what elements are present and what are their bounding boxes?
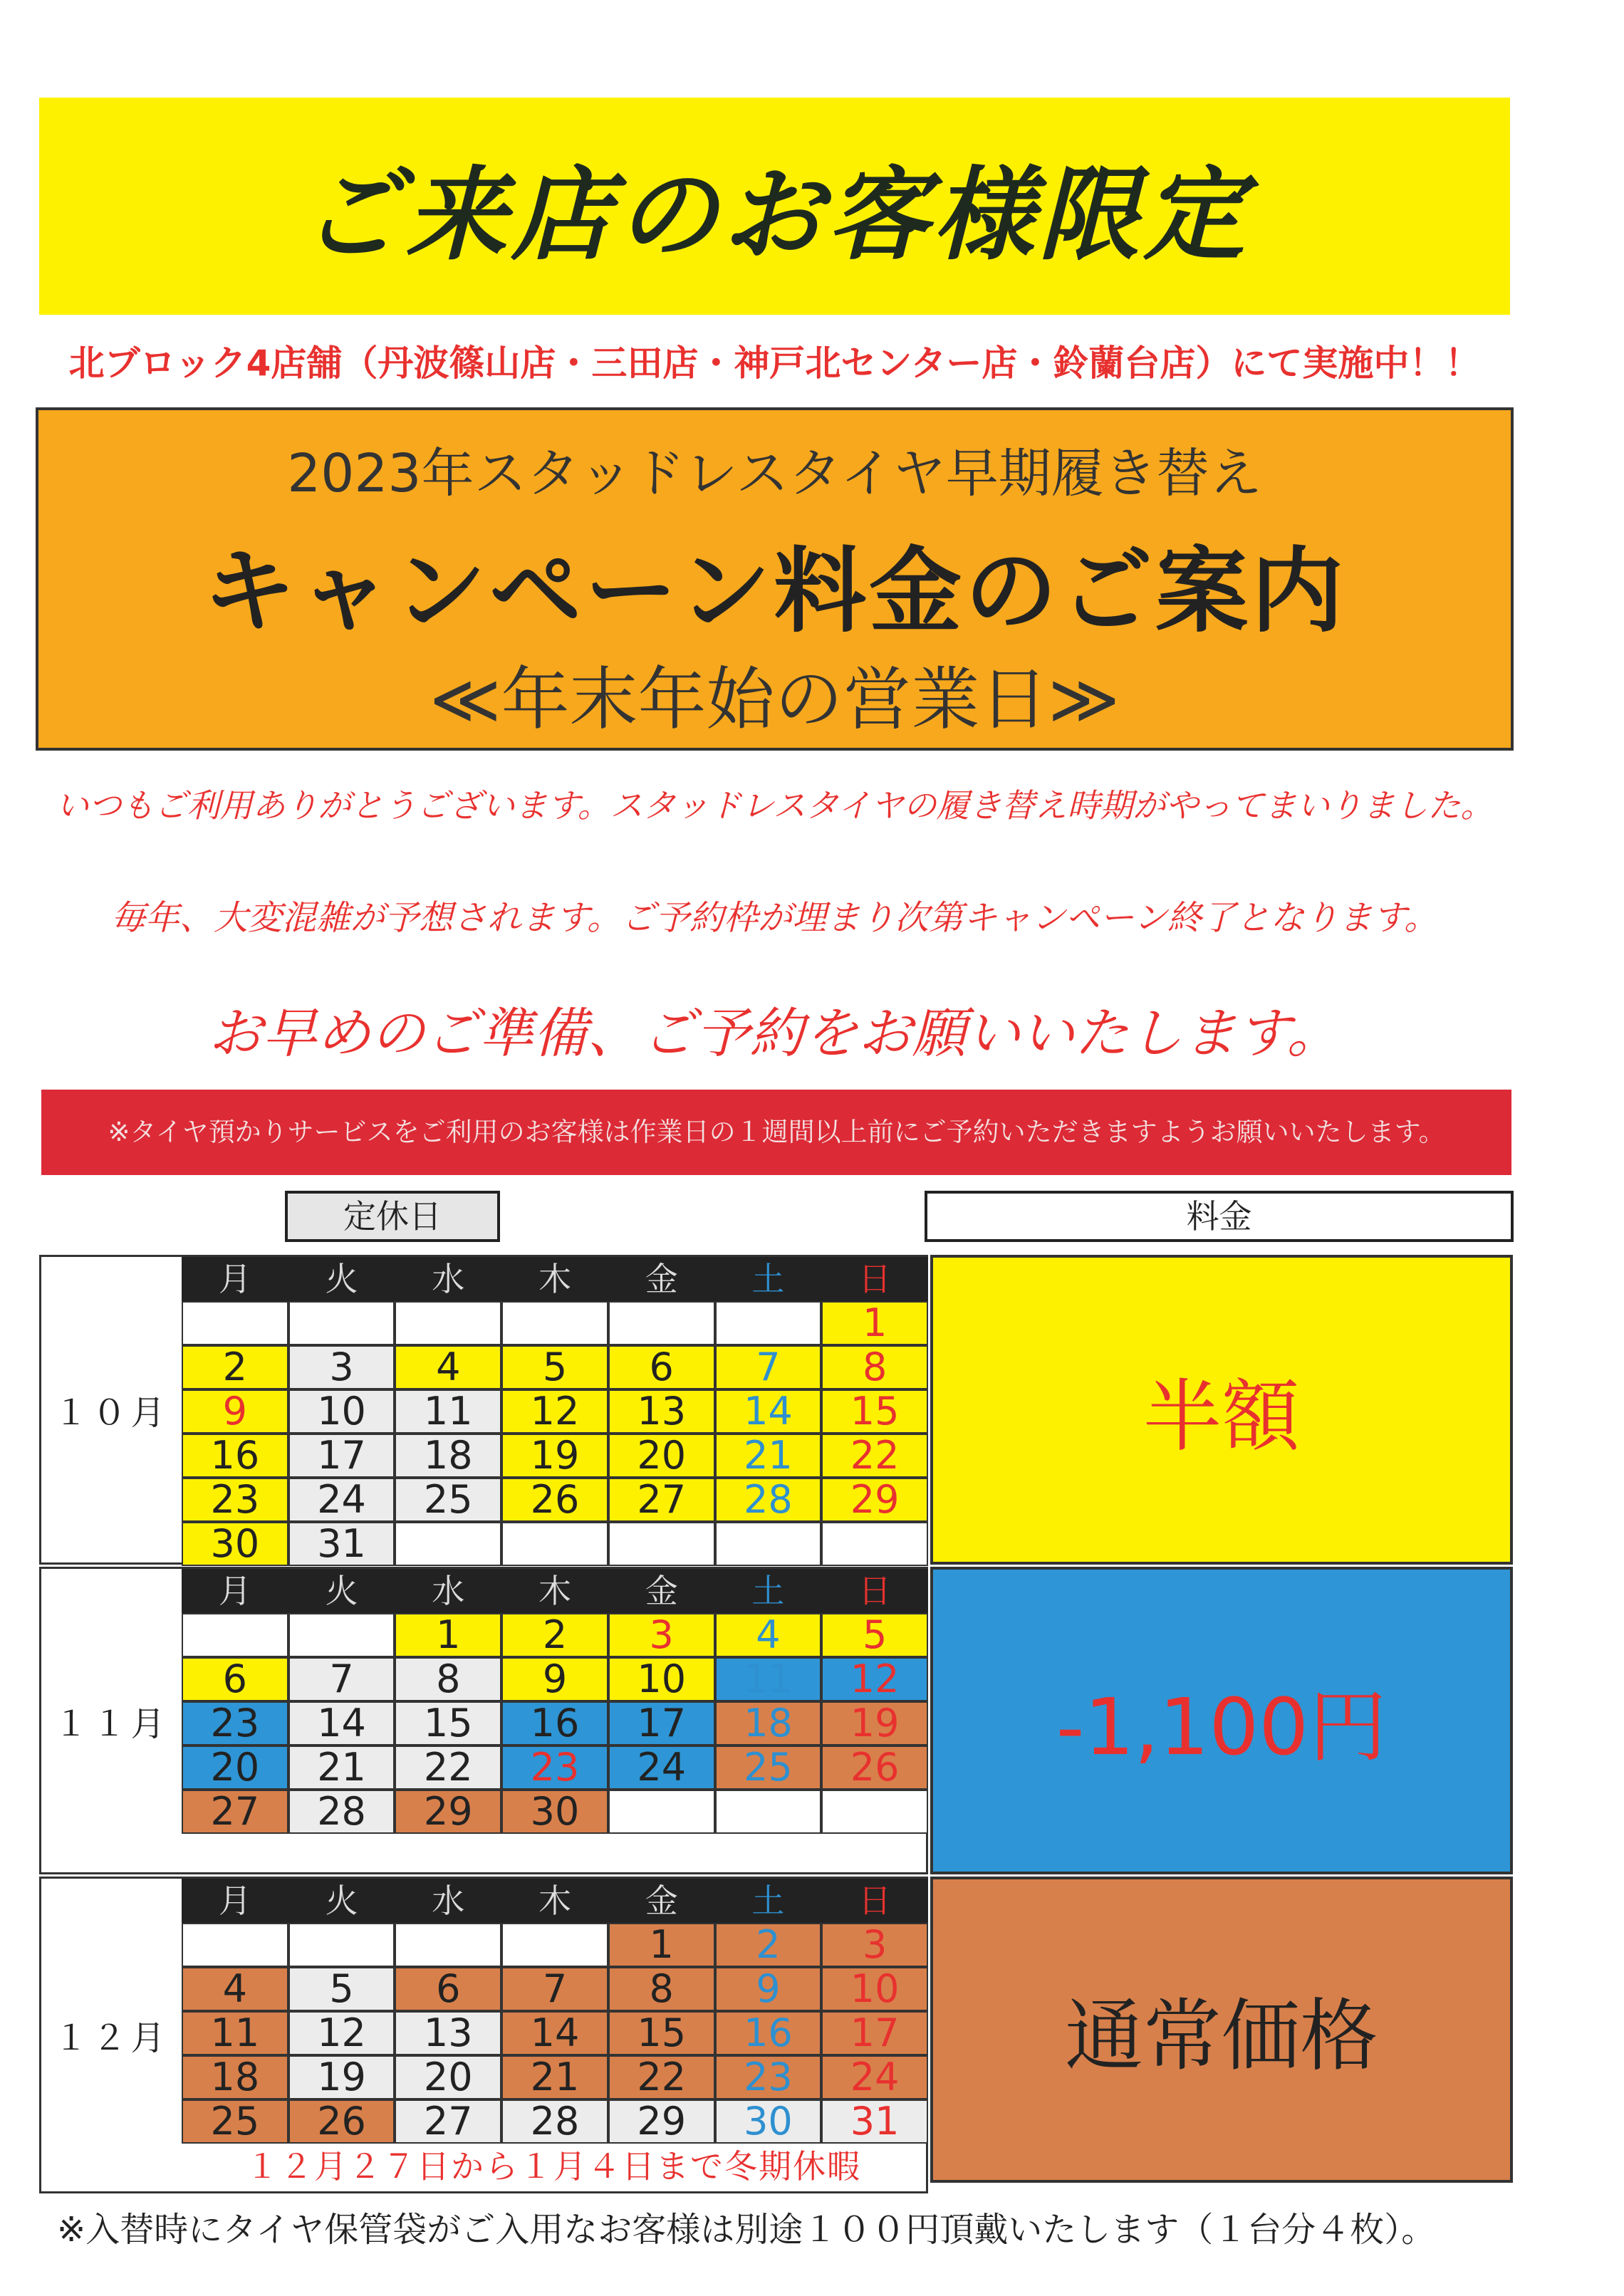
calendar-day: 10 <box>821 1967 928 2011</box>
month-name: １０月 <box>53 1393 170 1433</box>
calendar-day: 22 <box>395 1746 501 1790</box>
calendar-day: 2 <box>715 1923 822 1967</box>
calendar-day <box>395 1923 501 1967</box>
calendar-day: 14 <box>288 1701 395 1746</box>
calendar-day: 11 <box>395 1389 501 1434</box>
calendar-day: 23 <box>182 1478 288 1522</box>
calendar-day: 14 <box>501 2011 608 2055</box>
calendar-day: 5 <box>501 1345 608 1389</box>
calendar-day: 23 <box>501 1746 608 1790</box>
calendar-day: 3 <box>288 1345 395 1389</box>
calendar-day: 14 <box>715 1389 822 1434</box>
calendar-day: 25 <box>182 2099 288 2144</box>
campaign-caption: ≪年末年始の営業日≫ <box>430 659 1120 739</box>
calendar-grid <box>182 1879 928 2144</box>
calendar-day: 27 <box>182 1790 288 1834</box>
calendar-day: 9 <box>715 1967 822 2011</box>
footnote: ※入替時にタイヤ保管袋がご入用なお客様は別途１００円頂戴いたします（１台分４枚）。 <box>57 2210 1436 2250</box>
campaign-box <box>36 407 1514 751</box>
calendar-day: 24 <box>288 1478 395 1522</box>
calendar-day: 29 <box>395 1790 501 1834</box>
weekday-header: 日 <box>821 1257 928 1301</box>
calendar-day: 22 <box>608 2055 715 2099</box>
calendar-day: 6 <box>182 1657 288 1701</box>
calendar-day: 29 <box>608 2099 715 2144</box>
calendar-day: 7 <box>288 1657 395 1701</box>
closed-day-label: 定休日 <box>285 1191 500 1242</box>
storage-notice: ※タイヤ預かりサービスをご利用のお客様は作業日の１週間以上前にご予約いただきますようお願いいたします。 <box>41 1090 1511 1175</box>
calendar-day: 1 <box>821 1301 928 1345</box>
calendar-day: 9 <box>182 1389 288 1434</box>
calendar-day: 12 <box>501 1389 608 1434</box>
calendar-day: 13 <box>395 2011 501 2055</box>
calendar-day <box>501 1301 608 1345</box>
greeting-message: いつもご利用ありがとうございます。スタッドレスタイヤの履き替え時期がやってまいりました。 <box>56 786 1494 825</box>
calendar-day <box>182 1301 288 1345</box>
calendar-day <box>501 1923 608 1967</box>
calendar-day: 23 <box>715 2055 822 2099</box>
calendar-day: 1 <box>608 1923 715 1967</box>
calendar-day <box>821 1522 928 1566</box>
calendar-day <box>608 1790 715 1834</box>
congestion-message: 毎年、大変混雑が予想されます。ご予約枠が埋まり次第キャンペーン終了となります。 <box>110 898 1439 938</box>
calendar-day: 9 <box>501 1657 608 1701</box>
calendar-day: 4 <box>715 1613 822 1657</box>
calendar-day: 23 <box>182 1701 288 1746</box>
weekday-header: 火 <box>288 1569 395 1613</box>
calendar-day <box>395 1301 501 1345</box>
calendar-day: 22 <box>821 1434 928 1478</box>
calendar-day: 19 <box>501 1434 608 1478</box>
calendar-day: 20 <box>182 1746 288 1790</box>
weekday-header: 水 <box>395 1569 501 1613</box>
calendar-day: 6 <box>608 1345 715 1389</box>
calendar-day <box>715 1790 822 1834</box>
calendar-day: 12 <box>288 2011 395 2055</box>
calendar-day: 7 <box>715 1345 822 1389</box>
calendar-day: 7 <box>501 1967 608 2011</box>
calendar-day: 4 <box>182 1967 288 2011</box>
calendar-day: 8 <box>395 1657 501 1701</box>
calendar-day: 10 <box>288 1389 395 1434</box>
calendar-day: 28 <box>501 2099 608 2144</box>
campaign-title: キャンペーン料金のご案内 <box>202 537 1347 645</box>
calendar-day <box>182 1613 288 1657</box>
calendar-day: 30 <box>715 2099 822 2144</box>
calendar-day: 10 <box>608 1657 715 1701</box>
calendar-day: 26 <box>821 1746 928 1790</box>
weekday-header: 土 <box>715 1257 822 1301</box>
calendar-day: 24 <box>608 1746 715 1790</box>
weekday-header: 日 <box>821 1569 928 1613</box>
calendar-day <box>821 1790 928 1834</box>
calendar-day: 13 <box>608 1389 715 1434</box>
calendar-day: 16 <box>182 1434 288 1478</box>
weekday-header: 木 <box>501 1257 608 1301</box>
calendar-grid <box>182 1569 928 1834</box>
month-name: １１月 <box>53 1703 170 1744</box>
calendar-day: 2 <box>182 1345 288 1389</box>
calendar-day: 29 <box>821 1478 928 1522</box>
calendar-october <box>39 1255 928 1565</box>
calendar-day: 27 <box>395 2099 501 2144</box>
calendar-day: 3 <box>608 1613 715 1657</box>
calendar-day: 31 <box>821 2099 928 2144</box>
calendar-day: 8 <box>608 1967 715 2011</box>
weekday-header: 土 <box>715 1879 822 1923</box>
calendar-day: 16 <box>501 1701 608 1746</box>
price-november <box>930 1567 1513 1874</box>
calendar-day: 28 <box>715 1478 822 1522</box>
calendar-day: 21 <box>288 1746 395 1790</box>
calendar-day: 21 <box>715 1434 822 1478</box>
weekday-header: 土 <box>715 1569 822 1613</box>
weekday-header: 火 <box>288 1257 395 1301</box>
calendar-day <box>288 1613 395 1657</box>
calendar-day: 15 <box>821 1389 928 1434</box>
calendar-day <box>608 1522 715 1566</box>
calendar-day <box>715 1522 822 1566</box>
calendar-day: 17 <box>608 1701 715 1746</box>
weekday-header: 水 <box>395 1257 501 1301</box>
campaign-subtitle: 2023年スタッドレスタイヤ早期履き替え <box>287 443 1262 504</box>
calendar-day: 17 <box>288 1434 395 1478</box>
calendar-day: 6 <box>395 1967 501 2011</box>
calendar-day: 27 <box>608 1478 715 1522</box>
calendar-day <box>288 1301 395 1345</box>
calendar-day: 5 <box>288 1967 395 2011</box>
calendar-day: 28 <box>288 1790 395 1834</box>
calendar-day <box>715 1301 822 1345</box>
weekday-header: 日 <box>821 1879 928 1923</box>
top-banner <box>39 98 1510 315</box>
calendar-day: 18 <box>395 1434 501 1478</box>
weekday-header: 火 <box>288 1879 395 1923</box>
calendar-day: 19 <box>288 2055 395 2099</box>
calendar-day: 31 <box>288 1522 395 1566</box>
month-name: １２月 <box>53 2018 170 2058</box>
weekday-header: 木 <box>501 1569 608 1613</box>
price-label: 料金 <box>925 1191 1514 1242</box>
calendar-day: 17 <box>821 2011 928 2055</box>
calendar-day: 24 <box>821 2055 928 2099</box>
calendar-day: 2 <box>501 1613 608 1657</box>
calendar-day: 1 <box>395 1613 501 1657</box>
calendar-day: 26 <box>288 2099 395 2144</box>
calendar-day: 21 <box>501 2055 608 2099</box>
calendar-day: 18 <box>182 2055 288 2099</box>
calendar-day: 19 <box>821 1701 928 1746</box>
price-october <box>930 1255 1513 1565</box>
calendar-day <box>182 1923 288 1967</box>
price-regular: 通常価格 <box>1065 1990 1378 2082</box>
calendar-day: 15 <box>608 2011 715 2055</box>
calendar-day: 16 <box>715 2011 822 2055</box>
calendar-day: 20 <box>395 2055 501 2099</box>
weekday-header: 木 <box>501 1879 608 1923</box>
price-discount: -1,100円 <box>1056 1681 1388 1773</box>
calendar-day <box>395 1522 501 1566</box>
weekday-header: 月 <box>182 1879 288 1923</box>
calendar-day: 15 <box>395 1701 501 1746</box>
calendar-day: 30 <box>182 1522 288 1566</box>
calendar-day: 25 <box>715 1746 822 1790</box>
calendar-grid <box>182 1257 928 1566</box>
calendar-november <box>39 1567 928 1874</box>
winter-break-note: １２月２７日から１月４日まで冬期休暇 <box>246 2147 861 2186</box>
calendar-day: 25 <box>395 1478 501 1522</box>
weekday-header: 金 <box>608 1569 715 1613</box>
calendar-day: 30 <box>501 1790 608 1834</box>
calendar-day: 12 <box>821 1657 928 1701</box>
weekday-header: 金 <box>608 1879 715 1923</box>
reservation-message: お早めのご準備、ご予約をお願いいたします。 <box>208 1001 1341 1065</box>
price-half: 半額 <box>1143 1370 1300 1462</box>
calendar-day: 26 <box>501 1478 608 1522</box>
calendar-day <box>608 1301 715 1345</box>
calendar-day: 4 <box>395 1345 501 1389</box>
weekday-header: 月 <box>182 1569 288 1613</box>
calendar-day <box>288 1923 395 1967</box>
calendar-day: 11 <box>182 2011 288 2055</box>
store-list: 北ブロック4店舗（丹波篠山店・三田店・神戸北センター店・鈴蘭台店）にて実施中！！ <box>68 343 1481 384</box>
weekday-header: 金 <box>608 1257 715 1301</box>
calendar-day: 18 <box>715 1701 822 1746</box>
calendar-day: 5 <box>821 1613 928 1657</box>
calendar-day: 11 <box>715 1657 822 1701</box>
calendar-day: 3 <box>821 1923 928 1967</box>
calendar-day <box>501 1522 608 1566</box>
banner-title: ご来店のお客様限定 <box>300 156 1249 274</box>
weekday-header: 水 <box>395 1879 501 1923</box>
calendar-day: 20 <box>608 1434 715 1478</box>
calendar-day: 8 <box>821 1345 928 1389</box>
price-december <box>930 1877 1513 2183</box>
weekday-header: 月 <box>182 1257 288 1301</box>
